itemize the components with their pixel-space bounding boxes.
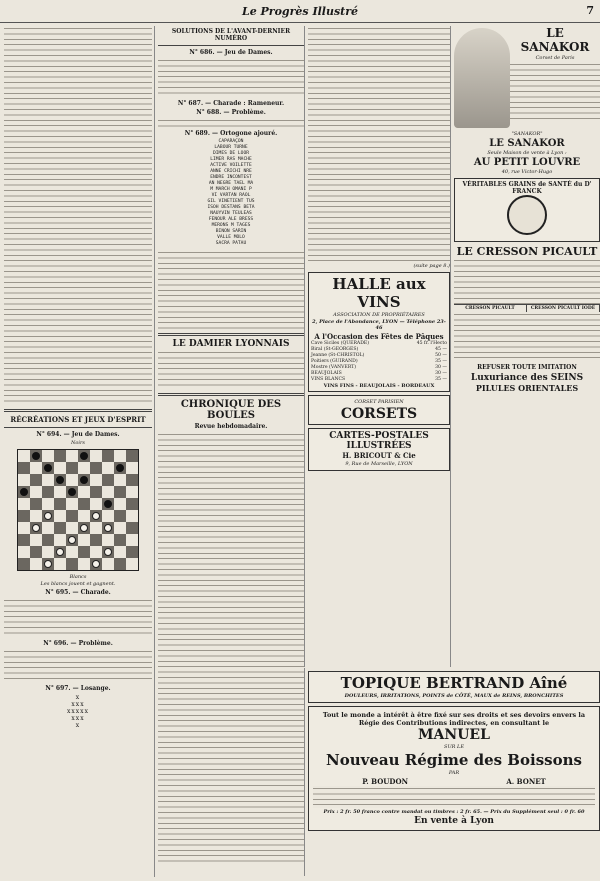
board-square (42, 486, 54, 498)
board-square (18, 522, 30, 534)
wine-name: Mostre (VANVERT) (311, 365, 357, 370)
board-square (126, 486, 138, 498)
product-box-image (507, 195, 547, 235)
column-3 (304, 26, 450, 667)
halle-subtitle: ASSOCIATION DE PROPRIÉTAIRES (333, 312, 425, 318)
board-square (90, 486, 102, 498)
board-square (42, 522, 54, 534)
board-square (66, 462, 78, 474)
manuel-vente: En vente à Lyon (414, 816, 494, 826)
board-square (30, 522, 42, 534)
board-square (90, 450, 102, 462)
board-square (18, 474, 30, 486)
board-square (78, 450, 90, 462)
bricout-address: 9, Rue de Marseille, LYON (345, 461, 413, 467)
grid-word: GIL VINETIENT TUS (207, 199, 255, 204)
grid-word: DIMES DE LOOR (213, 151, 249, 156)
solution-game: N° 686. — Jeu de Dames. (189, 49, 273, 56)
black-piece (56, 476, 64, 484)
board-square (114, 558, 126, 570)
grid-word: ISOH DESTANS BETA (207, 205, 255, 210)
board-square (102, 498, 114, 510)
board-square (30, 510, 42, 522)
grid-word: VALLE MOLO (217, 235, 245, 240)
game-title: N° 694. — Jeu de Dames. (36, 431, 120, 438)
grid-word: MERONS M TAGES (211, 223, 251, 228)
board-square (30, 558, 42, 570)
board-square (30, 474, 42, 486)
board-square (42, 474, 54, 486)
board-square (42, 498, 54, 510)
board-square (66, 486, 78, 498)
board-square (90, 522, 102, 534)
black-piece (80, 452, 88, 460)
board-square (54, 486, 66, 498)
column-1 (4, 26, 152, 877)
board-square (90, 474, 102, 486)
board-square (18, 498, 30, 510)
white-piece (92, 512, 100, 520)
board-square (30, 450, 42, 462)
board-square (18, 450, 30, 462)
board-square (54, 558, 66, 570)
board-square (30, 498, 42, 510)
board-note: Les blancs jouent et gagnent. (40, 581, 116, 587)
board-square (30, 534, 42, 546)
board-square (18, 534, 30, 546)
halle-aux-vins-ad (308, 272, 450, 392)
board-square (90, 462, 102, 474)
board-square (102, 546, 114, 558)
grid-word: AN NEGRE TAEL MA (208, 181, 254, 186)
regime-title: Nouveau Régime des Boissons (326, 751, 582, 769)
graines-title: VÉRITABLES GRAINS de SANTÉ du D' FRANCK (462, 181, 592, 195)
board-square (102, 462, 114, 474)
board-square (66, 498, 78, 510)
louvre-address: 40, rue Victor-Hugo (501, 169, 553, 175)
column-2 (154, 26, 304, 877)
corsets-title: CORSETS (340, 406, 418, 422)
board-square (126, 450, 138, 462)
checkers-board (17, 449, 139, 571)
cresson-col1: CRESSON PICAULT (454, 305, 527, 312)
sanakor-title: LE SANAKOR (520, 26, 590, 54)
board-square (30, 486, 42, 498)
cartes-title: CARTES-POSTALES ILLUSTRÉES (329, 431, 429, 451)
board-square (114, 510, 126, 522)
manuel-prix: Prix : 2 fr. 50 franco contre mandat ou timbres : 2 fr. 65. — Prix du Supplément seul : 0 fr. 60 (323, 809, 585, 815)
board-square (90, 534, 102, 546)
losange-grid: x xxx xxxxx xxx x (67, 694, 89, 729)
black-piece (68, 488, 76, 496)
section-title: RÉCRÉATIONS ET JEUX D'ESPRIT (10, 415, 146, 424)
probleme-title: N° 696. — Problème. (43, 640, 113, 647)
word-grid (158, 139, 304, 247)
board-square (102, 534, 114, 546)
topique-ad (308, 671, 600, 703)
manuel-par: PAR (448, 770, 460, 776)
board-square (90, 498, 102, 510)
wine-name: VINS BLANCS (311, 377, 346, 382)
board-square (78, 486, 90, 498)
grid-word: M MARCH OMANI P (210, 187, 252, 192)
white-piece (92, 560, 100, 568)
grid-word: SACRA PATAU (215, 241, 247, 246)
grid-word: LIMER RAS MACHE (210, 157, 252, 162)
manuel-sur: SUR LE (444, 744, 464, 750)
wine-price: 45 — (435, 347, 447, 352)
corsets-tag: CORSET PARISIEN (354, 399, 404, 405)
board-square (54, 522, 66, 534)
board-square (54, 474, 66, 486)
wine-price: 30 — (435, 371, 447, 376)
board-square (78, 558, 90, 570)
sanakor-caption: "SANAKOR" (511, 131, 543, 137)
author-2: A. BONET (506, 777, 546, 786)
grid-word: LABOUR TURNE (214, 145, 248, 150)
seins-title: Luxuriance des SEINS (470, 373, 584, 383)
board-square (42, 462, 54, 474)
board-square (114, 498, 126, 510)
white-piece (104, 548, 112, 556)
board-square (18, 558, 30, 570)
black-piece (32, 452, 40, 460)
board-square (90, 558, 102, 570)
board-square (30, 462, 42, 474)
board-square (66, 558, 78, 570)
board-square (66, 534, 78, 546)
board-square (114, 474, 126, 486)
black-piece (104, 500, 112, 508)
board-square (54, 534, 66, 546)
board-square (102, 510, 114, 522)
solution-probleme: N° 688. — Problème. (196, 109, 266, 116)
board-square (102, 486, 114, 498)
wine-price: 30 — (435, 365, 447, 370)
author-1: P. BOUDON (362, 777, 408, 786)
board-square (126, 510, 138, 522)
manuel-title: MANUEL (418, 727, 490, 743)
solution-charade: N° 687. — Charade : Rameneur. (177, 100, 285, 107)
wine-name: BEAUJOLAIS (311, 371, 342, 376)
wine-price: 35 — (435, 359, 447, 364)
wine-name: Jeanne (St-CHRISTOL) (311, 353, 365, 358)
wine-name: Cave Siciles (QUERADE) (311, 341, 370, 346)
board-square (42, 546, 54, 558)
board-square (42, 534, 54, 546)
board-square (54, 462, 66, 474)
board-square (114, 486, 126, 498)
board-square (18, 486, 30, 498)
graines-ad (454, 178, 600, 242)
solutions-title: SOLUTIONS DE L'AVANT-DERNIER NUMÉRO (171, 28, 291, 42)
manuel-ad (308, 706, 600, 831)
charade-title: N° 695. — Charade. (45, 589, 111, 596)
board-square (126, 546, 138, 558)
wine-name: Poitiers (GUIRAND) (311, 359, 358, 364)
damier-title: LE DAMIER LYONNAIS (172, 339, 290, 349)
halle-title: HALLE aux VINS (332, 275, 426, 311)
board-square (126, 534, 138, 546)
cresson-table (454, 304, 600, 312)
grid-word: FENOUR ALE BRESS (208, 217, 254, 222)
board-square (78, 462, 90, 474)
white-piece (68, 536, 76, 544)
board-square (66, 546, 78, 558)
suite-note: (suite page 8.) (413, 263, 450, 269)
board-square (114, 450, 126, 462)
grid-word: BINON SARIN (215, 229, 247, 234)
board-square (30, 546, 42, 558)
losange-title: N° 697. — Losange. (45, 685, 111, 692)
board-square (54, 546, 66, 558)
board-square (126, 522, 138, 534)
black-piece (80, 476, 88, 484)
article-text (4, 26, 152, 406)
column-4 (450, 26, 600, 667)
black-piece (20, 488, 28, 496)
board-square (126, 498, 138, 510)
page-header (0, 0, 600, 23)
cresson-col2: CRESSON PICAULT IODÉ (527, 305, 600, 312)
grid-word: CAPARAÇON (218, 139, 244, 144)
board-square (102, 450, 114, 462)
board-square (114, 534, 126, 546)
grid-word: ANNE CRICHI NRE (210, 169, 252, 174)
board-square (18, 510, 30, 522)
board-square (78, 474, 90, 486)
grid-word: VI VARTAN RAOL (211, 193, 251, 198)
wine-price: 50 — (435, 353, 447, 358)
board-square (114, 522, 126, 534)
white-piece (44, 560, 52, 568)
board-square (90, 510, 102, 522)
corset-illustration (454, 28, 510, 128)
board-square (66, 522, 78, 534)
board-square (78, 534, 90, 546)
refuser-note: REFUSER TOUTE IMITATION (477, 364, 577, 371)
board-square (66, 474, 78, 486)
grid-word: ENDRE INCONTEST (210, 175, 252, 180)
board-square (42, 450, 54, 462)
grid-word: ACTIVE VOILETTE (210, 163, 252, 168)
board-square (114, 462, 126, 474)
wine-price-list (311, 341, 447, 383)
sanakor-subtitle: Corset de Paris (535, 55, 575, 61)
white-piece (44, 512, 52, 520)
grid-word: NAUYVIN TEULEAS (210, 211, 252, 216)
board-square (78, 510, 90, 522)
louvre-title: AU PETIT LOUVRE (473, 157, 581, 168)
board-square (18, 462, 30, 474)
white-piece (32, 524, 40, 532)
halle-vins-fins: VINS FINS - BEAUJOLAIS - BORDEAUX (323, 383, 435, 389)
board-square (54, 450, 66, 462)
sanakor-title-2: LE SANAKOR (489, 138, 565, 149)
halle-paques: A l'Occasion des Fêtes de Pâques (314, 332, 444, 341)
board-caption-bottom: Blancs (69, 574, 87, 580)
page-number: 7 (586, 4, 594, 17)
board-square (66, 510, 78, 522)
board-square (54, 510, 66, 522)
cresson-title: LE CRESSON PICAULT (456, 245, 598, 258)
corsets-ad (308, 395, 450, 425)
board-square (42, 510, 54, 522)
boules-subtitle: Revue hebdomadaire. (194, 423, 268, 430)
black-piece (116, 464, 124, 472)
solution-ortogone: N° 689. — Ortogone ajouré. (184, 130, 278, 137)
board-square (102, 522, 114, 534)
board-square (66, 450, 78, 462)
louvre-pre: Seule Maison de vente à Lyon : (487, 150, 567, 156)
board-square (102, 474, 114, 486)
cartes-postales-ad (308, 428, 450, 471)
pilules-title: PILULES ORIENTALES (475, 383, 579, 393)
board-square (54, 498, 66, 510)
board-square (78, 498, 90, 510)
board-square (78, 522, 90, 534)
bottom-ads (304, 668, 600, 876)
board-square (114, 546, 126, 558)
page-title: Le Progrès Illustré (241, 5, 359, 18)
board-caption-top: Noirs (71, 440, 85, 446)
manuel-intro: Tout le monde a intérêt à être fixé sur ses droits et ses devoirs envers la Régie des Contributions indirectes, en consultant le (322, 711, 586, 727)
wine-price: 35 — (435, 377, 447, 382)
topique-subtitle: DOULEURS, IRRITATIONS, POINTS de CÔTÉ, MAUX de REINS, BRONCHITES (344, 693, 564, 699)
board-square (18, 546, 30, 558)
board-square (90, 546, 102, 558)
wine-price: 45 fr. l'Hecto (416, 341, 447, 346)
white-piece (104, 524, 112, 532)
board-square (126, 474, 138, 486)
boules-title: CHRONIQUE DES BOULES (180, 399, 282, 421)
wine-name: Biral (St-GEORGES) (311, 347, 359, 352)
white-piece (56, 548, 64, 556)
topique-title: TOPIQUE BERTRAND Aîné (340, 674, 568, 692)
board-square (102, 558, 114, 570)
white-piece (80, 524, 88, 532)
board-square (126, 462, 138, 474)
black-piece (44, 464, 52, 472)
board-square (42, 558, 54, 570)
bricout-name: H. BRICOUT & Cie (342, 451, 416, 460)
board-square (126, 558, 138, 570)
halle-address: 2, Place de l'Abondance, LYON — Téléphone 23-46 (312, 319, 446, 331)
board-square (78, 546, 90, 558)
